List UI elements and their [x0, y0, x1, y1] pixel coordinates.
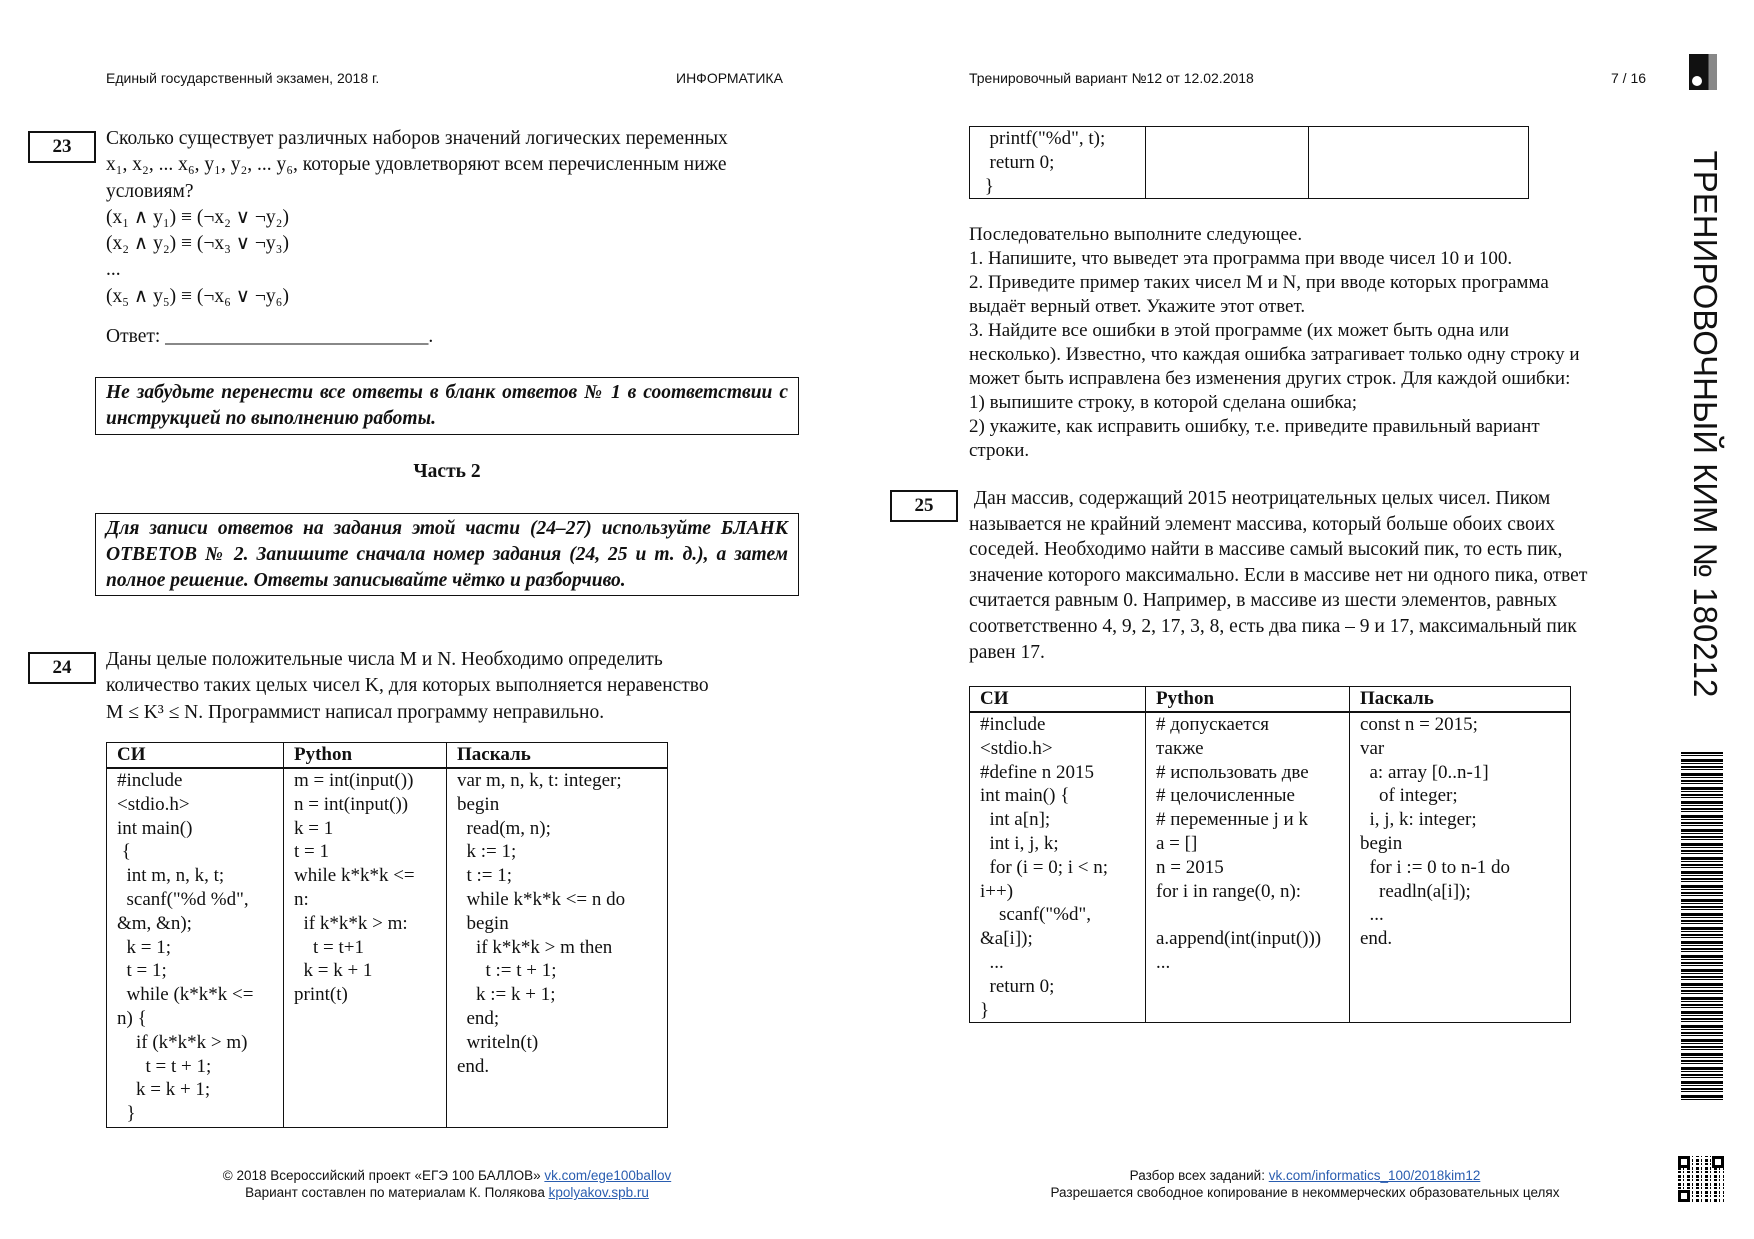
- task-number-24: 24: [28, 652, 96, 684]
- qr-finder-icon: [1678, 1190, 1690, 1202]
- answer-field[interactable]: Ответ: ___________________________.: [106, 326, 434, 347]
- column-header-c: СИ: [107, 743, 284, 769]
- page-number: 7 / 16: [1611, 70, 1647, 86]
- footer-link-kpolyakov[interactable]: kpolyakov.spb.ru: [548, 1185, 649, 1200]
- column-header-pascal: Паскаль: [1350, 687, 1571, 713]
- header-variant: Тренировочный вариант №12 от 12.02.2018: [969, 70, 1254, 86]
- ege-logo-icon: [1689, 54, 1717, 90]
- code-python: # допускается также # использовать две # целочисленные # переменные j и k a = [] n = 2015 for i in range(0, n): a.append(int(input())) ...: [1146, 712, 1350, 1023]
- vertical-kim-title: [1685, 129, 1725, 719]
- code-pascal: var m, n, k, t: integer; begin read(m, n); k := 1; t := 1; while k*k*k <= n do begin if k*k*k > m then t := t + 1; k := k + 1; end; writeln(t) end.: [447, 768, 668, 1128]
- transfer-answers-note: Не забудьте перенести все ответы в бланк ответов № 1 в соответствии с инструкцией по выполнению работы.: [95, 377, 799, 435]
- column-header-c: СИ: [970, 687, 1146, 713]
- column-header-python: Python: [1146, 687, 1350, 713]
- task-24-instructions: Последовательно выполните следующее. 1. Напишите, что выведет эта программа при вводе чисел 10 и 100. 2. Приведите пример таких чисел M и N, при вводе которых программа выдаёт верный ответ. Укажите этот ответ. 3. Найдите все ошибки в этой программе (их может быть одна или несколько). Известно, что каждая ошибка затрагивает только одну строку и может быть исправлена без изменения других строк. Для каждой ошибки: 1) выпишите строку, в которой сделана ошибка; 2) укажите, как исправить ошибку, т.е. приведите правильный вариант строки.: [969, 224, 1580, 461]
- code-c: #include <stdio.h> #define n 2015 int main() { int a[n]; int i, j, k; for (i = 0; i < n; i++) scanf("%d", &a[i]); ... return 0; }: [970, 712, 1146, 1023]
- task-25-text: Дан массив, содержащий 2015 неотрицательных целых чисел. Пиком называется не крайний элемент массива, который больше обоих своих соседей. Необходимо найти в массиве самый высокий пик, то есть пик, значение которого максимально. Если в массиве нет ни одного пика, ответ считается равным 0. Например, в массиве из шести элементов, равных соответственно 4, 9, 2, 17, 3, 8, есть два пика – 9 и 17, максимальный пик равен 17.: [969, 488, 1588, 663]
- task-number-25: 25: [890, 490, 958, 522]
- code-python: m = int(input()) n = int(input()) k = 1 t = 1 while k*k*k <= n: if k*k*k > m: t = t+1 k = k + 1 print(t): [284, 768, 447, 1128]
- task-24-code-table: [106, 742, 668, 1128]
- footer-link-vk-informatics[interactable]: vk.com/informatics_100/2018kim12: [1268, 1168, 1481, 1183]
- vertical-kim-title-text: ТРЕНИРОВОЧНЫЙ КИМ № 180212: [1687, 150, 1724, 698]
- header-subject: ИНФОРМАТИКА: [676, 70, 783, 86]
- code-python-continued: [1146, 127, 1309, 199]
- header-exam-title: Единый государственный экзамен, 2018 г.: [106, 70, 380, 86]
- task-25-code-table: [969, 686, 1571, 1023]
- code-c: #include <stdio.h> int main() { int m, n, k, t; scanf("%d %d", &m, &n); k = 1; t = 1; while (k*k*k <= n) { if (k*k*k > m) t = t + 1; k = k + 1; }: [107, 768, 284, 1128]
- footer-left: [147, 1167, 747, 1201]
- qr-finder-icon: [1712, 1156, 1724, 1168]
- footer-analysis-label: Разбор всех заданий:: [1129, 1168, 1265, 1183]
- code-c-continued: printf("%d", t); return 0; }: [970, 127, 1146, 199]
- part-2-instructions: Для записи ответов на задания этой части (24–27) используйте БЛАНК ОТВЕТОВ № 2. Запишите сначала номер задания (24, 25 и т. д.), а затем полное решение. Ответы записывайте чётко и разборчиво.: [95, 513, 799, 596]
- code-pascal: const n = 2015; var a: array [0..n-1] of integer; i, j, k: integer; begin for i := 0 to n-1 do readln(a[i]); ... end.: [1350, 712, 1571, 1023]
- task-23-text: Сколько существует различных наборов значений логических переменных x₁, x₂, ... x₆, y₁, y₂, ... y₆, которые удовлетворяют всем перечисленным ниже условиям? (x₁ ∧ y₁) ≡ (¬x₂ ∨ ¬y₂) (x₂ ∧ y₂) ≡ (¬x₃ ∨ ¬y₃) ... (x₅ ∧ y₅) ≡ (¬x₆ ∨ ¬y₆): [106, 128, 728, 307]
- task-number-23: 23: [28, 131, 96, 163]
- task-24-text: Даны целые положительные числа M и N. Необходимо определить количество таких целых чисел K, для которых выполняется неравенство M ≤ K³ ≤ N. Программист написал программу неправильно.: [106, 649, 709, 723]
- footer-link-vk-ege[interactable]: vk.com/ege100ballov: [544, 1168, 672, 1183]
- footer-copyright: © 2018 Всероссийский проект «ЕГЭ 100 БАЛЛОВ»: [222, 1168, 541, 1183]
- footer-author-credit: Вариант составлен по материалам К. Полякова: [245, 1185, 545, 1200]
- barcode-icon: [1681, 752, 1723, 1102]
- footer-right: [975, 1167, 1635, 1201]
- task-24-code-table-continued: [969, 126, 1529, 199]
- code-pascal-continued: [1309, 127, 1529, 199]
- qr-finder-icon: [1678, 1156, 1690, 1168]
- footer-copy-permission: Разрешается свободное копирование в некоммерческих образовательных целях: [1050, 1185, 1560, 1200]
- column-header-pascal: Паскаль: [447, 743, 668, 769]
- part-2-title: Часть 2: [413, 461, 481, 482]
- column-header-python: Python: [284, 743, 447, 769]
